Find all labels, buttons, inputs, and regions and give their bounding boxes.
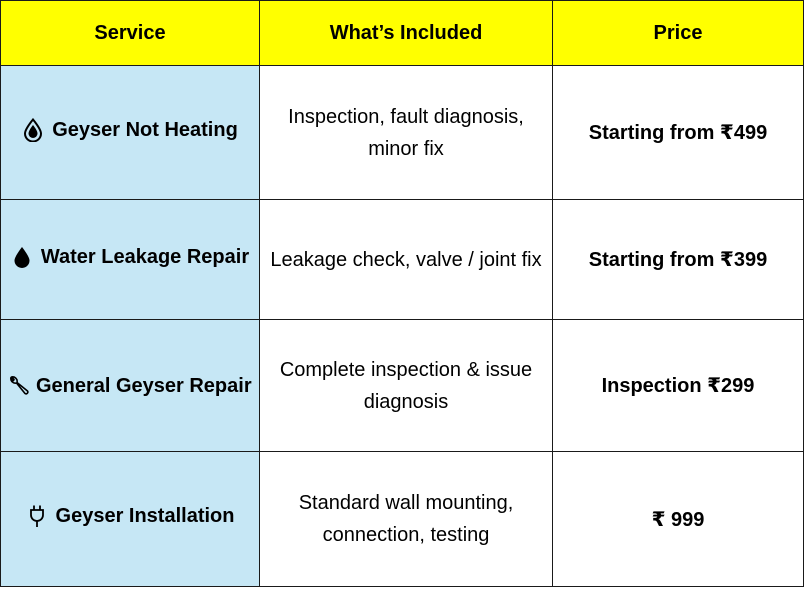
included-cell: Complete inspection & issue diagnosis [260, 320, 553, 452]
plug-icon [26, 504, 48, 528]
droplet-outline-icon [22, 118, 44, 142]
price-cell: Starting from ₹499 [553, 66, 804, 200]
service-name: Geyser Not Heating [52, 118, 238, 141]
service-name: Geyser Installation [55, 505, 235, 527]
table-row [1, 66, 804, 200]
service-cell [1, 66, 260, 200]
service-name: General Geyser Repair [35, 374, 252, 397]
header-price: Price [553, 1, 804, 66]
price-cell: Starting from ₹399 [553, 200, 804, 320]
droplet-filled-icon [11, 245, 33, 269]
table-row [1, 452, 804, 587]
price-cell: ₹ 999 [553, 452, 804, 587]
table-row [1, 320, 804, 452]
included-cell: Standard wall mounting, connection, testing [260, 452, 553, 587]
header-included: What’s Included [260, 1, 553, 66]
included-cell: Leakage check, valve / joint fix [260, 200, 553, 320]
service-cell [1, 452, 260, 587]
included-cell: Inspection, fault diagnosis, minor fix [260, 66, 553, 200]
wrench-icon [8, 374, 30, 398]
header-service: Service [1, 1, 260, 66]
service-name: Water Leakage Repair [40, 245, 250, 268]
price-cell: Inspection ₹299 [553, 320, 804, 452]
table-row [1, 200, 804, 320]
header-row [1, 1, 804, 66]
service-cell [1, 320, 260, 452]
service-cell [1, 200, 260, 320]
